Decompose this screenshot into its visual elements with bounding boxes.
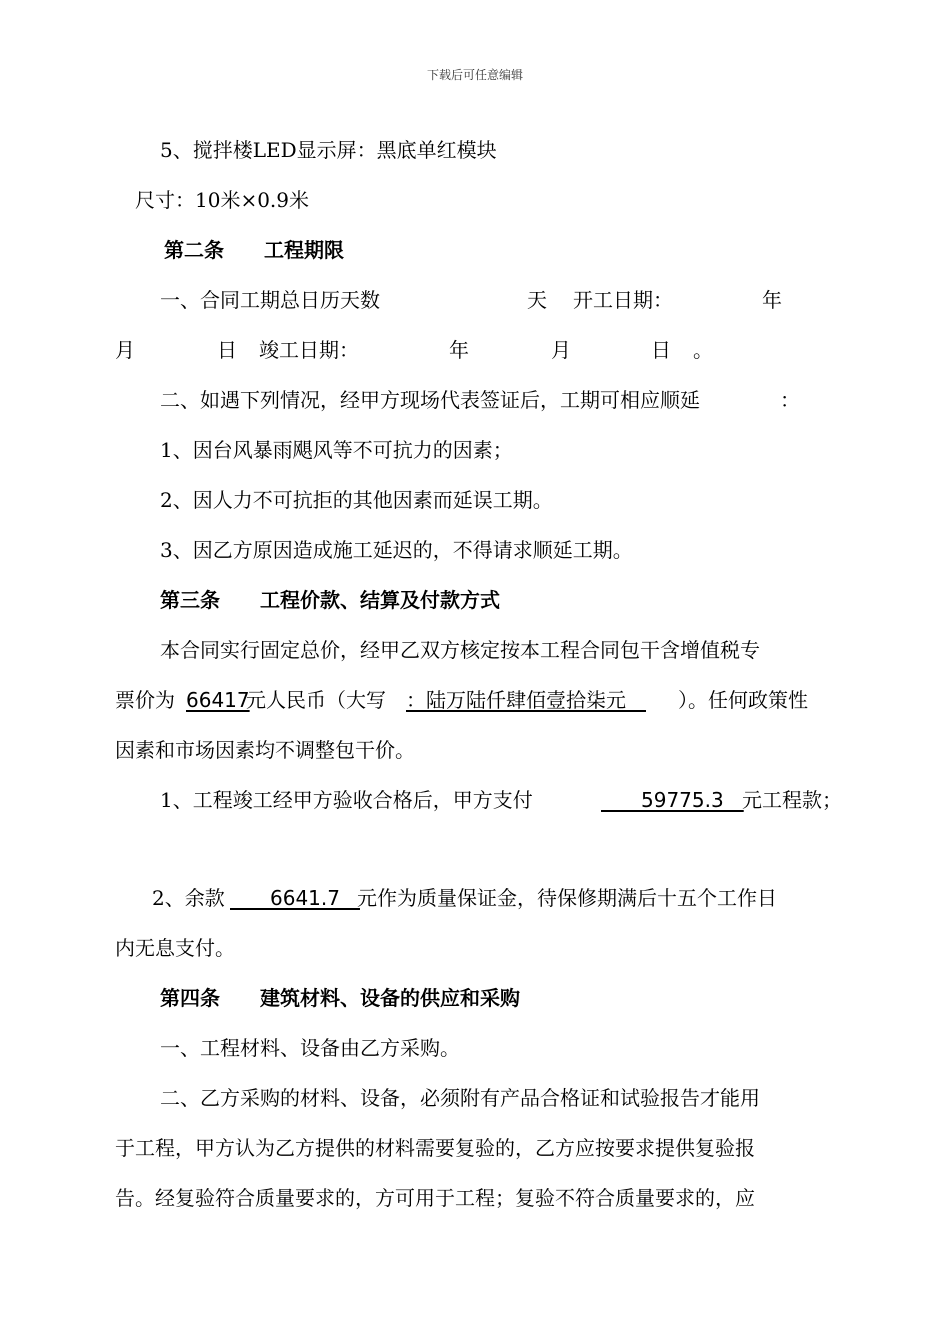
text-segment: 年	[449, 338, 469, 362]
line-force-majeure: 1、因台风暴雨飓风等不可抗力的因素；	[160, 438, 513, 462]
line-size: 尺寸：10米×0.9米	[135, 188, 310, 212]
line-party-b-delay: 3、因乙方原因造成施工延迟的，不得请求顺延工期。	[160, 538, 633, 562]
article-2-title: 第二条 工程期限	[164, 238, 344, 262]
line-materials-recheck: 于工程，甲方认为乙方提供的材料需要复验的，乙方应按要求提供复验报	[115, 1136, 755, 1160]
text-segment: 二、如遇下列情况，经甲方现场代表签证后，工期可相应顺延	[160, 388, 700, 412]
text-segment: 月	[551, 338, 571, 362]
text-segment: 开工日期：	[573, 288, 673, 312]
text-segment: ）。任何政策性	[678, 688, 808, 712]
text-segment: 竣工日期：	[259, 338, 359, 362]
text-segment: 年	[762, 288, 782, 312]
text-segment: 元作为质量保证金，待保修期满后十五个工作日	[357, 886, 777, 910]
text-segment: 1、工程竣工经甲方验收合格后，甲方支付	[160, 788, 533, 812]
text-segment: 天	[527, 288, 547, 312]
text-segment: 元人民币（大写	[246, 688, 386, 712]
text-segment: 2、余款	[152, 886, 225, 910]
amount-in-words: ：陆万陆仟肆佰壹拾柒元	[406, 688, 646, 712]
text-segment: 月	[115, 338, 135, 362]
page-header: 下载后可任意编辑	[426, 68, 523, 82]
line-no-adjustment: 因素和市场因素均不调整包干价。	[115, 738, 415, 762]
text-segment: 一、合同工期总日历天数	[160, 288, 380, 312]
retention-amount: 6641.7	[230, 886, 360, 910]
article-4-title: 第四条 建筑材料、设备的供应和采购	[160, 986, 520, 1010]
text-segment: 日	[651, 338, 671, 362]
text-segment: 。	[693, 338, 713, 362]
line-materials-quality: 告。经复验符合质量要求的，方可用于工程；复验不符合质量要求的，应	[115, 1186, 755, 1210]
text-segment: 日	[217, 338, 237, 362]
line-interest-free: 内无息支付。	[115, 936, 235, 960]
line-human-factor: 2、因人力不可抗拒的其他因素而延误工期。	[160, 488, 553, 512]
line-led-screen: 5、搅拌楼LED显示屏：黑底单红模块	[160, 138, 497, 162]
article-3-title: 第三条 工程价款、结算及付款方式	[160, 588, 500, 612]
text-segment: 元工程款；	[742, 788, 842, 812]
text-segment: 票价为	[115, 688, 175, 712]
payment-amount: 59775.3	[601, 788, 744, 812]
line-fixed-price: 本合同实行固定总价，经甲乙双方核定按本工程合同包干含增值税专	[160, 638, 760, 662]
line-materials-procurement: 一、工程材料、设备由乙方采购。	[160, 1036, 460, 1060]
line-materials-certificate: 二、乙方采购的材料、设备，必须附有产品合格证和试验报告才能用	[160, 1086, 760, 1110]
text-segment: ：	[780, 388, 800, 412]
amount-figure: 66417	[186, 688, 250, 712]
